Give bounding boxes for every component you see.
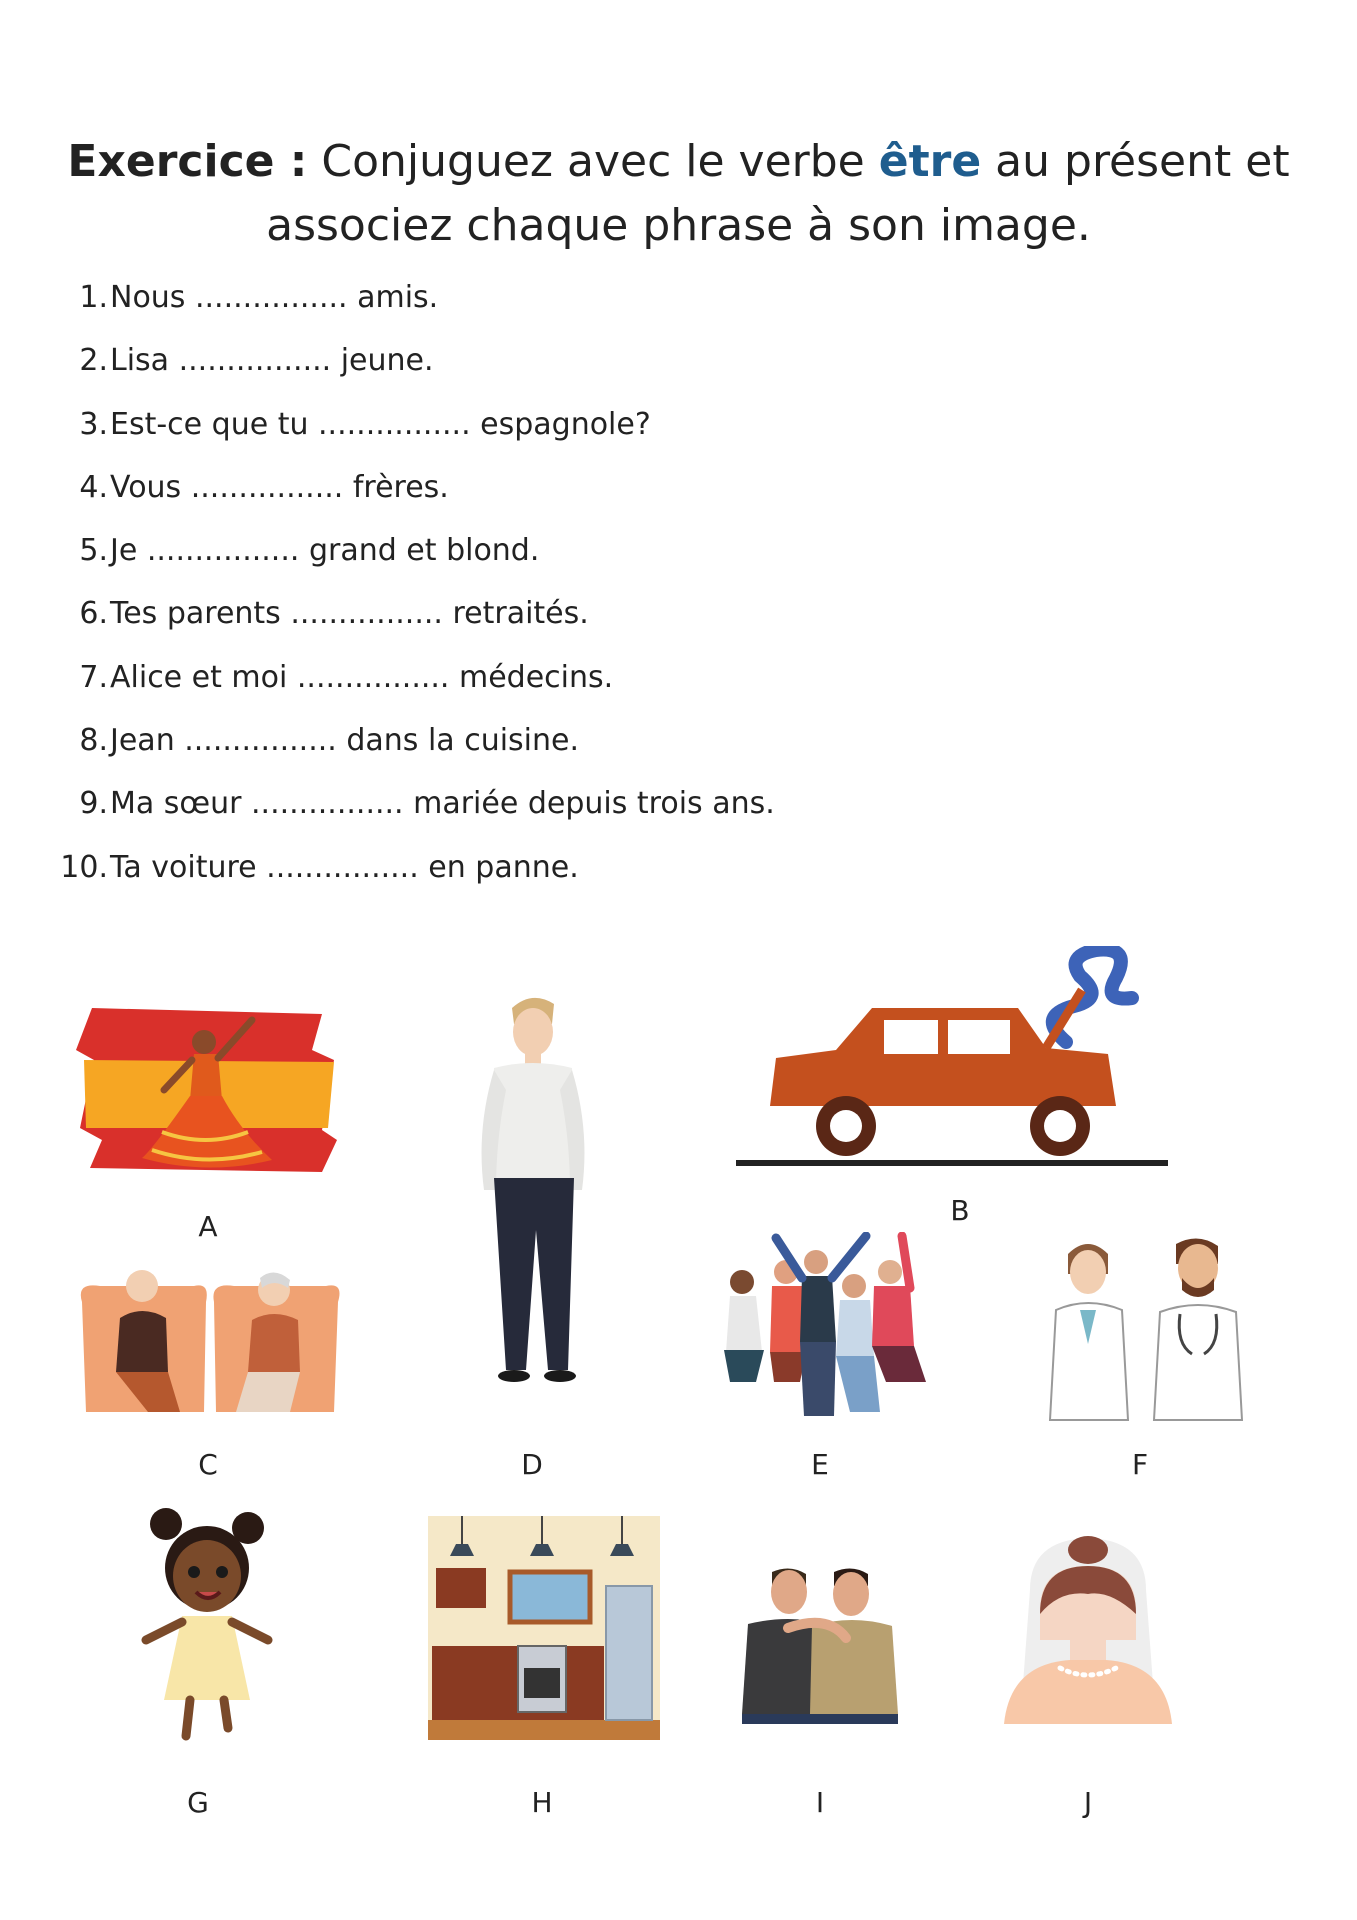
verb-highlight: être <box>878 136 982 187</box>
sentence-item <box>40 844 775 907</box>
sentence-item <box>40 401 775 464</box>
sentence-text: Est-ce que tu ................ espagnole? <box>110 406 651 442</box>
image-label-e: E <box>811 1448 829 1481</box>
tall-blond-man-icon <box>462 990 602 1385</box>
sentence-item <box>40 274 775 337</box>
title-part-2: au présent et <box>995 136 1290 187</box>
sentence-number: 2. <box>79 343 108 379</box>
sentence-number: 5. <box>79 533 108 569</box>
flamenco-dancer-spanish-flag-icon <box>72 1000 342 1180</box>
sentence-item <box>40 337 775 400</box>
sentence-item <box>40 780 775 843</box>
sentence-text: Alice et moi ................ médecins. <box>110 659 614 695</box>
kitchen-icon <box>428 1516 660 1740</box>
sentence-number: 3. <box>79 406 108 442</box>
image-label-i: I <box>815 1786 825 1819</box>
sentence-text: Ma sœur ................ mariée depuis trois ans. <box>110 786 775 822</box>
title-line-2: associez chaque phrase à son image. <box>266 200 1091 251</box>
image-label-a: A <box>198 1210 218 1243</box>
two-doctors-icon <box>1036 1234 1252 1424</box>
group-of-friends-icon <box>676 1232 962 1422</box>
two-brothers-icon <box>728 1564 912 1724</box>
bride-icon <box>1000 1530 1176 1724</box>
sentence-text: Tes parents ................ retraités. <box>110 596 589 632</box>
title-part-1: Conjuguez avec le verbe <box>321 136 865 187</box>
image-label-b: B <box>950 1194 970 1227</box>
sentence-number: 1. <box>79 280 108 315</box>
sentence-item <box>40 717 775 780</box>
title-line-1 <box>60 130 1297 194</box>
sentence-number: 6. <box>79 596 108 632</box>
image-label-g: G <box>187 1786 209 1819</box>
sentence-number: 10. <box>60 849 108 885</box>
sentence-number: 7. <box>79 659 108 695</box>
sentence-text: Nous ................ amis. <box>110 280 439 315</box>
sentence-item <box>40 590 775 653</box>
sentence-text: Vous ................ frères. <box>110 469 449 505</box>
image-label-f: F <box>1131 1448 1149 1481</box>
image-label-d: D <box>521 1448 543 1481</box>
sentence-text: Ta voiture ................ en panne. <box>110 849 579 885</box>
sentence-text: Jean ................ dans la cuisine. <box>110 723 580 759</box>
elderly-couple-armchairs-icon <box>76 1262 344 1424</box>
sentence-number: 4. <box>79 469 108 505</box>
image-label-j: J <box>1083 1786 1093 1819</box>
title-bold: Exercice : <box>67 136 308 187</box>
sentence-list <box>40 274 775 907</box>
sentence-number: 9. <box>79 786 108 822</box>
sentence-item <box>40 654 775 717</box>
sentence-item <box>40 527 775 590</box>
exercise-title <box>60 130 1297 258</box>
sentence-text: Lisa ................ jeune. <box>110 343 434 379</box>
young-girl-icon <box>132 1504 282 1750</box>
image-label-c: C <box>198 1448 218 1481</box>
sentence-item <box>40 464 775 527</box>
image-label-h: H <box>531 1786 553 1819</box>
sentence-text: Je ................ grand et blond. <box>110 533 540 569</box>
sentence-number: 8. <box>79 723 108 759</box>
broken-car-smoke-icon <box>736 946 1178 1172</box>
